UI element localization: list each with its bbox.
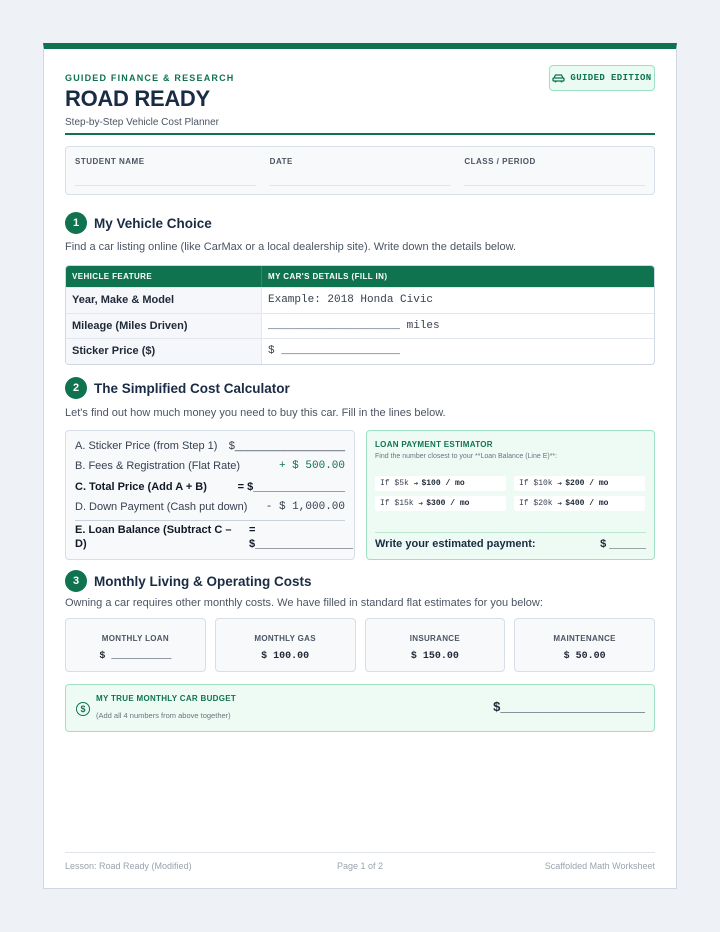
loan-option-pay: $200 / mo	[565, 479, 609, 488]
row-feature: Year, Make & Model	[66, 288, 262, 313]
header-divider	[65, 133, 655, 135]
cost-label: MAINTENANCE	[553, 634, 616, 643]
cost-value: $ 50.00	[563, 651, 606, 662]
edition-badge	[549, 65, 655, 91]
worksheet-page	[43, 43, 677, 889]
vehicle-table	[65, 265, 655, 365]
footer-worksheet-type: Scaffolded Math Worksheet	[544, 861, 655, 871]
budget-title: MY TRUE MONTHLY CAR BUDGET	[96, 694, 237, 703]
section-3-number: 3	[65, 570, 87, 592]
col-vehicle-feature: VEHICLE FEATURE	[66, 266, 262, 287]
section-1-heading	[65, 212, 212, 234]
loan-estimator-box	[366, 430, 655, 560]
arrow-right-icon: ➔	[557, 499, 563, 509]
table-row	[66, 338, 654, 364]
calc-row-d	[75, 501, 345, 513]
student-name-line	[75, 185, 256, 186]
car-icon	[552, 73, 565, 83]
cost-card-insurance	[365, 618, 506, 672]
page-subtitle: Step-by-Step Vehicle Cost Planner	[65, 117, 219, 128]
table-row	[66, 313, 654, 339]
cost-card-maintenance	[514, 618, 655, 672]
loan-option-if: If $15k	[380, 499, 414, 508]
monthly-loan-input[interactable]: $ __________	[99, 651, 172, 662]
footer-page-number: Page 1 of 2	[336, 861, 384, 871]
loan-option-if: If $5k	[380, 479, 409, 488]
loan-option-if: If $10k	[519, 479, 553, 488]
date-line	[270, 185, 451, 186]
section-2-title: The Simplified Cost Calculator	[94, 380, 290, 396]
cost-value: $ 100.00	[261, 651, 310, 662]
col-car-details: MY CAR'S DETAILS (FILL IN)	[268, 272, 388, 281]
calc-row-a	[75, 440, 345, 452]
monthly-budget-box	[65, 684, 655, 732]
loan-option-pay: $400 / mo	[565, 499, 609, 508]
loan-estimator-subtitle: Find the number closest to your **Loan Balance (Line E)**:	[375, 453, 558, 460]
section-1-number: 1	[65, 212, 87, 234]
row-feature: Sticker Price ($)	[66, 339, 262, 364]
edition-label: GUIDED EDITION	[570, 73, 652, 83]
calc-a-input[interactable]: $__________________	[228, 440, 345, 452]
date-field[interactable]	[270, 147, 451, 194]
cost-label: MONTHLY LOAN	[101, 634, 169, 643]
loan-option-pay: $300 / mo	[426, 499, 470, 508]
loan-estimator-title: LOAN PAYMENT ESTIMATOR	[375, 440, 493, 449]
calc-b-label: B. Fees & Registration (Flat Rate)	[75, 460, 241, 472]
cost-card-loan	[65, 618, 206, 672]
calc-row-c	[75, 481, 345, 493]
calc-e-input[interactable]: = $________________	[249, 524, 354, 550]
date-label: DATE	[269, 157, 293, 166]
brand-label: GUIDED FINANCE & RESEARCH	[65, 73, 235, 83]
calc-e-label: E. Loan Balance (Subtract C – D)	[75, 524, 232, 550]
estimated-payment-label: Write your estimated payment:	[375, 538, 536, 550]
section-1-title: My Vehicle Choice	[94, 215, 212, 231]
page-title: ROAD READY	[65, 86, 210, 111]
arrow-right-icon: ➔	[413, 479, 419, 489]
section-2-intro: Let's find out how much money you need to buy this car. Fill in the lines below.	[65, 407, 446, 419]
table-row	[66, 287, 654, 313]
loan-divider	[375, 532, 646, 533]
estimated-payment-input[interactable]: $ ______	[600, 538, 646, 550]
year-make-model-input[interactable]: Example: 2018 Honda Civic	[268, 294, 434, 307]
sticker-price-input[interactable]: $ __________________	[268, 345, 401, 358]
loan-option-pay: $100 / mo	[421, 479, 465, 488]
section-3-intro: Owning a car requires other monthly costs. We have filled in standard flat estimates for you below:	[65, 597, 543, 609]
section-2-heading	[65, 377, 290, 399]
student-name-label: STUDENT NAME	[75, 157, 145, 166]
student-info-box	[65, 146, 655, 195]
cost-label: MONTHLY GAS	[254, 634, 316, 643]
calc-a-label: A. Sticker Price (from Step 1)	[75, 440, 218, 452]
arrow-right-icon: ➔	[557, 479, 563, 489]
footer-lesson: Lesson: Road Ready (Modified)	[65, 861, 192, 871]
calc-row-e	[75, 523, 354, 551]
loan-option	[375, 476, 506, 491]
loan-option-if: If $20k	[519, 499, 553, 508]
row-feature: Mileage (Miles Driven)	[66, 314, 262, 339]
class-period-line	[464, 185, 645, 186]
section-3-title: Monthly Living & Operating Costs	[94, 573, 312, 589]
calc-c-label: C. Total Price (Add A + B)	[75, 481, 207, 493]
cost-card-gas	[215, 618, 356, 672]
cost-calculator-box	[65, 430, 355, 560]
student-name-field[interactable]	[75, 147, 256, 194]
calc-divider	[75, 520, 345, 521]
calc-d-value: - $ 1,000.00	[265, 501, 345, 513]
loan-option	[514, 496, 645, 511]
loan-option	[514, 476, 645, 491]
calc-row-b	[75, 460, 345, 472]
class-period-field[interactable]	[464, 147, 645, 194]
vehicle-table-header	[66, 266, 654, 287]
class-period-label: CLASS / PERIOD	[464, 157, 536, 166]
mileage-input[interactable]: ____________________ miles	[268, 319, 440, 332]
cost-value: $ 150.00	[410, 651, 459, 662]
calc-c-input[interactable]: = $_______________	[237, 481, 345, 493]
loan-option	[375, 496, 506, 511]
calc-b-value: + $ 500.00	[278, 460, 345, 472]
calc-d-label: D. Down Payment (Cash put down)	[75, 501, 248, 513]
section-3-heading	[65, 570, 312, 592]
cost-label: INSURANCE	[409, 634, 460, 643]
budget-subtitle: (Add all 4 numbers from above together)	[96, 711, 231, 720]
section-1-intro: Find a car listing online (like CarMax or a local dealership site). Write down the details below.	[65, 241, 517, 253]
monthly-costs-row	[65, 618, 655, 672]
budget-total-input[interactable]: $____________________	[493, 699, 645, 714]
section-2-number: 2	[65, 377, 87, 399]
footer-divider	[65, 852, 655, 853]
arrow-right-icon: ➔	[418, 499, 424, 509]
dollar-circle-icon: $	[76, 702, 90, 716]
